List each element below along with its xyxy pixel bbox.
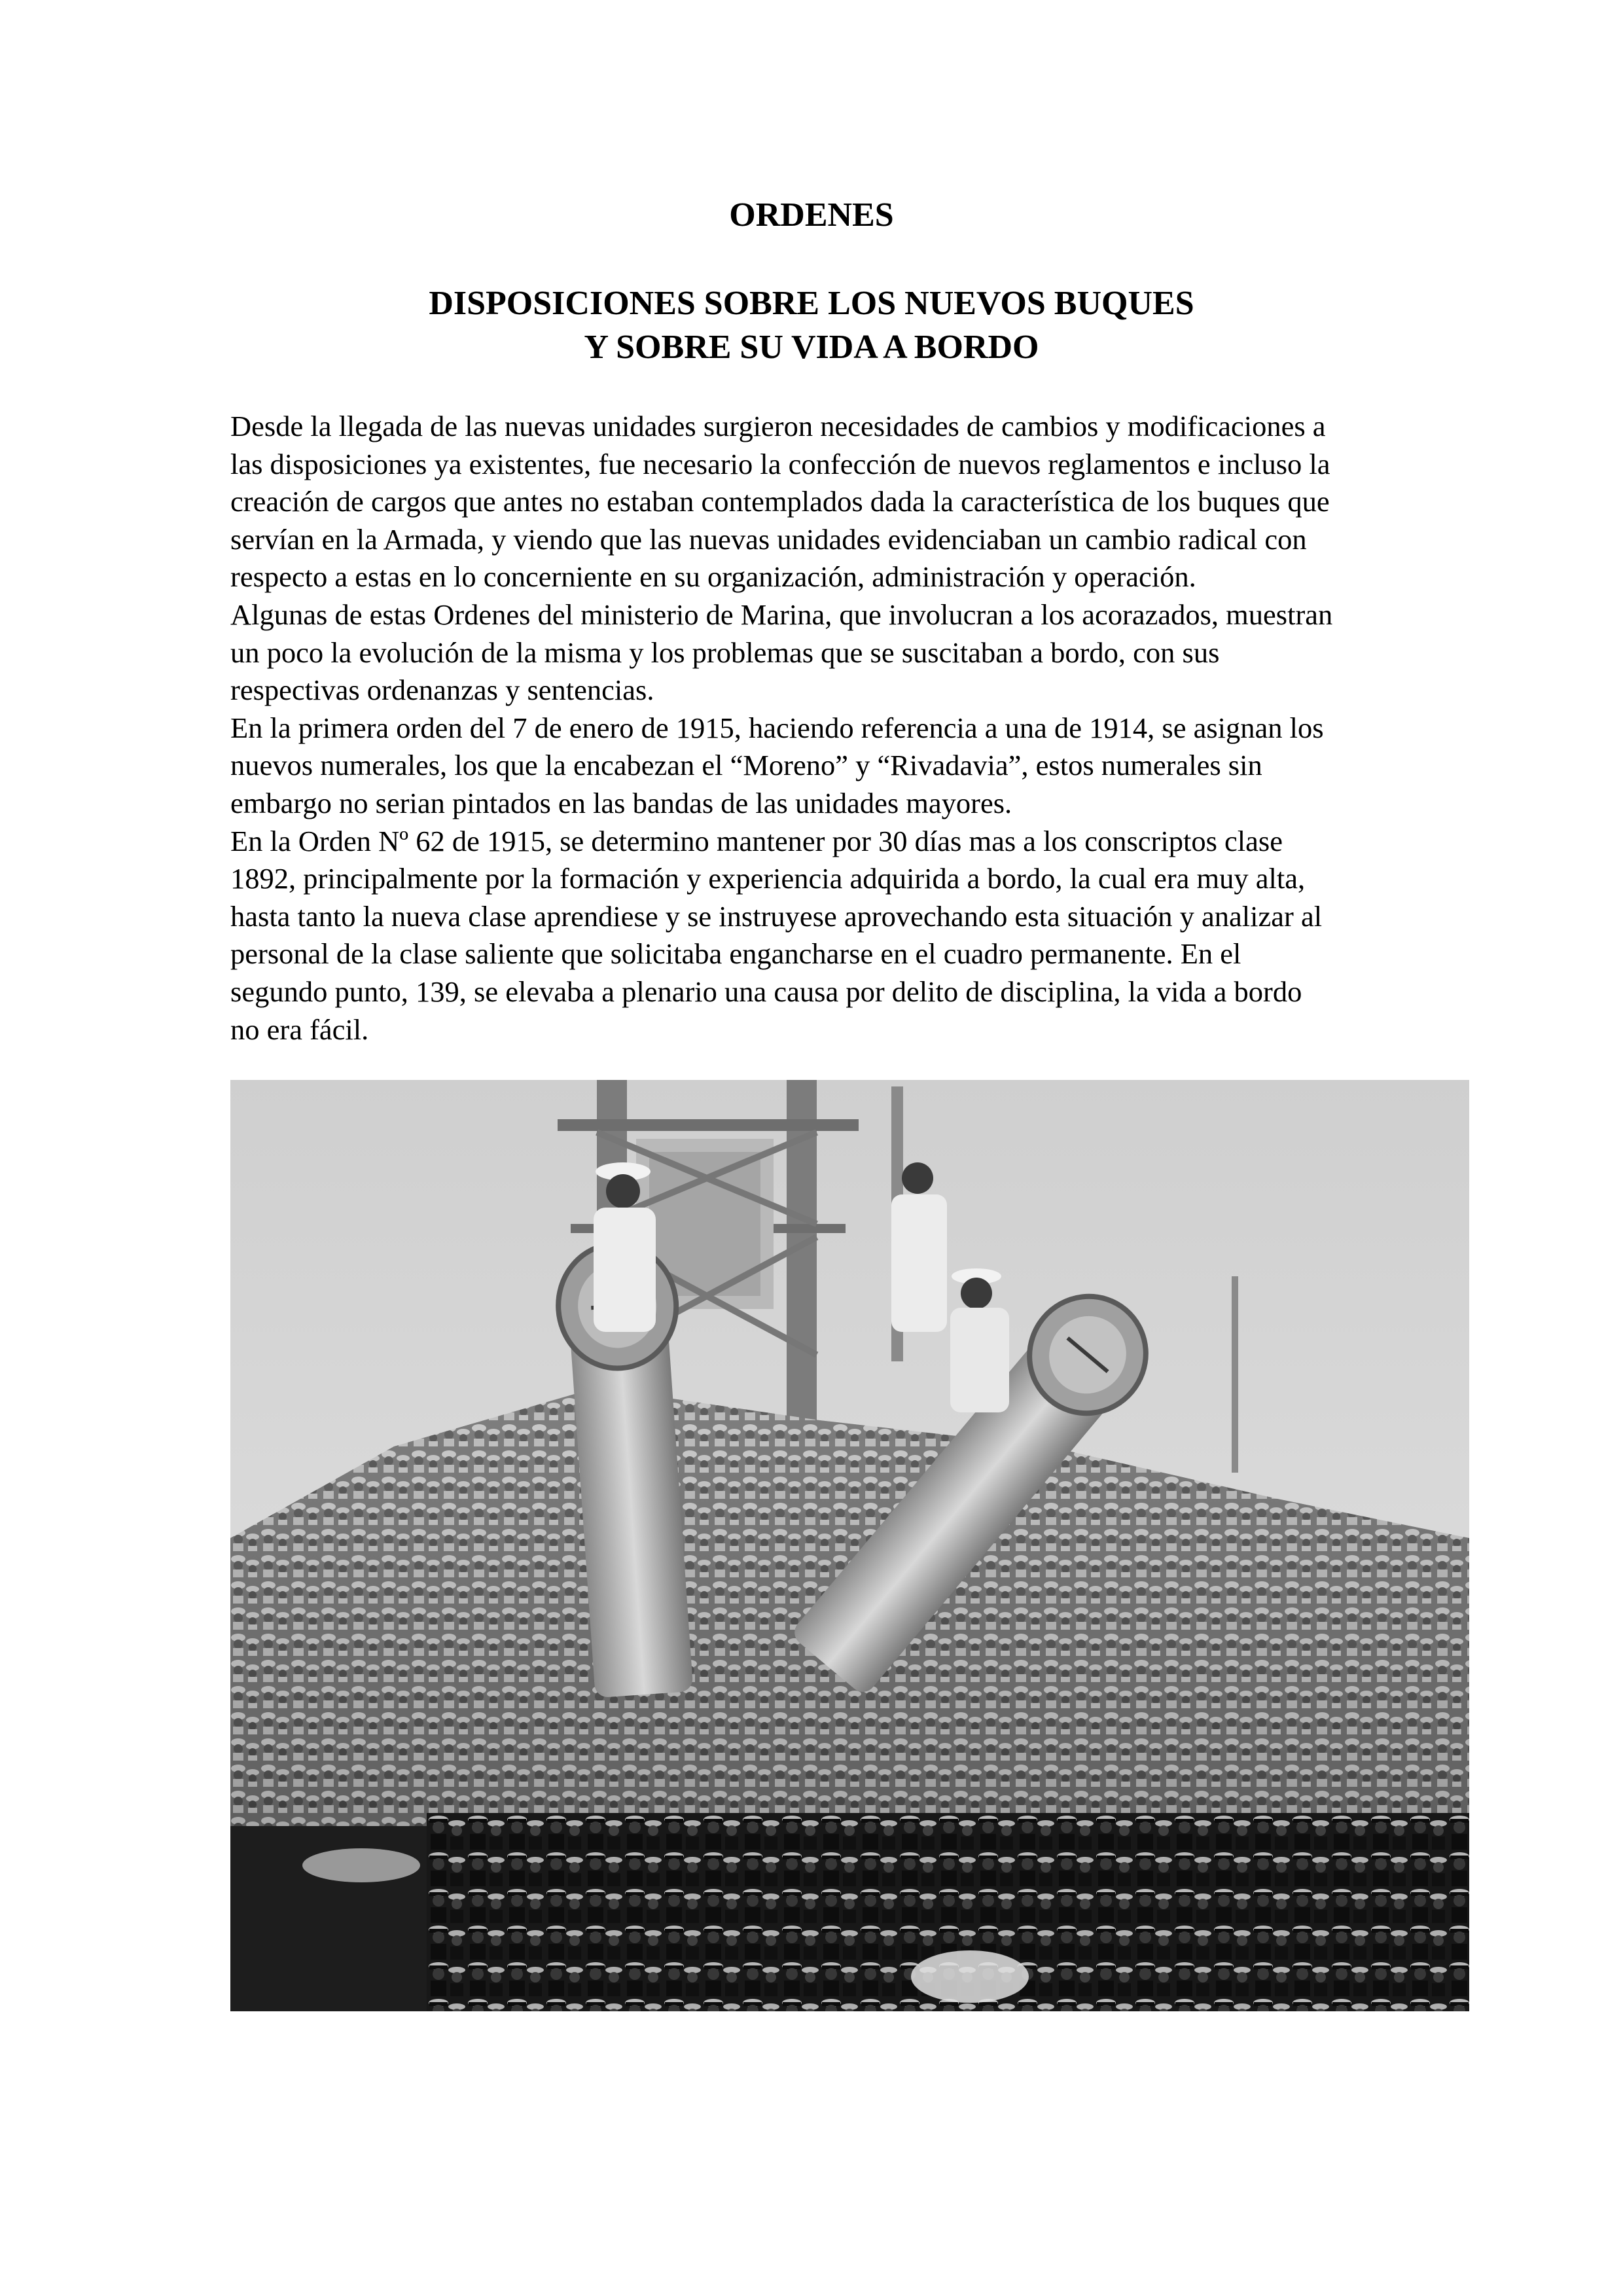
body-line: hasta tanto la nueva clase aprendiese y se instruyese aprovechando esta situación y analizar al [230, 899, 1323, 933]
document-subtitle-line-1: DISPOSICIONES SOBRE LOS NUEVOS BUQUES [429, 285, 1194, 322]
body-line: servían en la Armada, y viendo que las nuevas unidades evidenciaban un cambio radical con [230, 522, 1307, 556]
body-line: Algunas de estas Ordenes del ministerio de Marina, que involucran a los acorazados, muestran [230, 598, 1333, 631]
body-line: 1892, principalmente por la formación y experiencia adquirida a bordo, la cual era muy alta, [230, 862, 1306, 895]
document-title: ORDENES [729, 196, 894, 234]
body-line: las disposiciones ya existentes, fue necesario la confección de nuevos reglamentos e incluso la [230, 447, 1330, 480]
photo-illustration [230, 1080, 1469, 2011]
body-paragraphs [230, 408, 1474, 1049]
body-line: segundo punto, 139, se elevaba a plenario una causa por delito de disciplina, la vida a bordo [230, 975, 1302, 1008]
body-line: creación de cargos que antes no estaban contemplados dada la característica de los buques que [230, 485, 1330, 518]
body-line: personal de la clase saliente que solicitaba engancharse en el cuadro permanente. En el [230, 937, 1241, 971]
body-line: En la primera orden del 7 de enero de 1915, haciendo referencia a una de 1914, se asignan los [230, 711, 1324, 744]
body-line: un poco la evolución de la misma y los problemas que se suscitaban a bordo, con sus [230, 636, 1220, 669]
body-line: En la Orden Nº 62 de 1915, se determino mantener por 30 días mas a los conscriptos clase [230, 824, 1283, 857]
body-line: respecto a estas en lo concerniente en su organización, administración y operación. [230, 560, 1196, 594]
battleship-crew-photo [230, 1080, 1469, 2011]
body-line: nuevos numerales, los que la encabezan el “Moreno” y “Rivadavia”, estos numerales sin [230, 749, 1262, 782]
body-line: embargo no serian pintados en las bandas de las unidades mayores. [230, 786, 1012, 819]
body-line: Desde la llegada de las nuevas unidades surgieron necesidades de cambios y modificaciones a [230, 410, 1326, 442]
document-subtitle-line-2: Y SOBRE SU VIDA A BORDO [584, 329, 1039, 366]
body-line: respectivas ordenanzas y sentencias. [230, 673, 654, 707]
body-line: no era fácil. [230, 1013, 369, 1046]
